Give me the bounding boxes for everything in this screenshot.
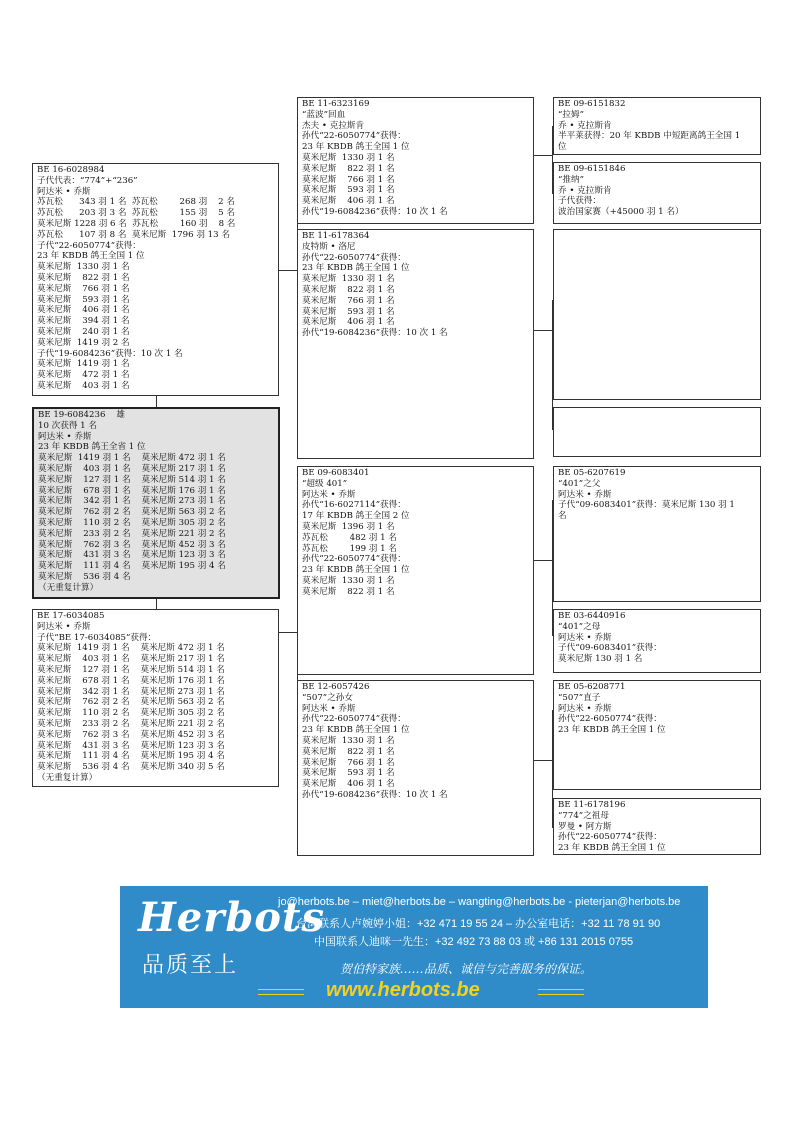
pedigree-line: 莫米尼斯 822 羽 1 名 — [37, 272, 130, 283]
herbots-banner — [120, 886, 708, 1008]
sire-sire-dam-box — [553, 162, 761, 224]
pedigree-line: 莫米尼斯 431 羽 3 名 莫米尼斯 123 羽 3 名 — [38, 550, 226, 561]
pedigree-line: BE 09-6151832 — [558, 99, 626, 109]
pedigree-line: 17 年 KBDB 鸽王全国 2 位 — [302, 511, 410, 522]
pedigree-line: 皮特斯 • 洛尼 — [302, 241, 356, 252]
pedigree-line: 苏瓦松 343 羽 1 名 苏瓦松 268 羽 2 名 — [37, 197, 235, 208]
pedigree-line: 阿达米 • 乔斯 — [558, 489, 612, 500]
pedigree-line: 子代代表：“774”+“236” — [37, 175, 138, 186]
email-contacts[interactable]: jo@herbots.be – miet@herbots.be – wangting@herbots.be - pieterjan@herbots.be — [278, 896, 681, 908]
sire-dam-dam-box — [553, 407, 761, 457]
pedigree-line: 10 次获得 1 名 — [38, 420, 97, 431]
pedigree-line: 莫米尼斯 766 羽 1 名 — [302, 174, 395, 185]
pedigree-line: “超级 401” — [302, 478, 348, 489]
pedigree-line: 23 年 KBDB 鸽王全国 1 位 — [302, 142, 410, 153]
pedigree-line: 莫米尼斯 536 羽 4 名 — [38, 571, 131, 582]
pedigree-line: 23 年 KBDB 鸽王全国 1 位 — [302, 263, 410, 274]
pedigree-line: 莫米尼斯 111 羽 4 名 莫米尼斯 195 羽 4 名 — [38, 561, 226, 572]
sire-dam-box — [297, 229, 534, 459]
dam-dam-sire-box — [553, 680, 761, 790]
pedigree-line: 孙代“22-6050774”获得： — [558, 714, 662, 725]
pedigree-line: 莫米尼斯 110 羽 2 名 莫米尼斯 305 羽 2 名 — [38, 517, 226, 528]
pedigree-line: 莫米尼斯 394 羽 1 名 — [37, 316, 130, 327]
pedigree-line: 莫米尼斯 403 羽 1 名 莫米尼斯 217 羽 1 名 — [37, 654, 225, 665]
pedigree-line: 莫米尼斯 1419 羽 1 名 — [37, 359, 130, 370]
pedigree-line: 莫米尼斯 127 羽 1 名 莫米尼斯 514 羽 1 名 — [37, 664, 225, 675]
pedigree-line: 孙代“22-6050774”获得： — [302, 252, 406, 263]
pedigree-line: 莫米尼斯 403 羽 1 名 莫米尼斯 217 羽 1 名 — [38, 463, 226, 474]
pedigree-line: 子代“22-6050774”获得： — [37, 240, 141, 251]
pedigree-line: 名 — [558, 511, 567, 522]
pedigree-line: BE 11-6178364 — [302, 231, 370, 241]
pedigree-line: 莫米尼斯 127 羽 1 名 莫米尼斯 514 羽 1 名 — [38, 474, 226, 485]
pedigree-line: 阿达米 • 乔斯 — [558, 703, 612, 714]
pedigree-line: 莫米尼斯 240 羽 1 名 — [37, 326, 130, 337]
pedigree-line: 杰夫 • 克拉斯肯 — [302, 120, 365, 131]
pedigree-line: 23 年 KBDB 鸽王全国 1 位 — [37, 251, 145, 262]
pedigree-line: BE 05-6207619 — [558, 468, 626, 478]
pedigree-line: 莫米尼斯 342 羽 1 名 莫米尼斯 273 羽 1 名 — [37, 686, 225, 697]
pedigree-line: 莫米尼斯 766 羽 1 名 — [302, 757, 395, 768]
pedigree-line: 莫米尼斯 762 羽 3 名 莫米尼斯 452 羽 3 名 — [37, 729, 225, 740]
pedigree-line: BE 16-6028984 — [37, 165, 105, 175]
pedigree-line: 莫米尼斯 593 羽 1 名 — [37, 294, 130, 305]
pedigree-line: 莫米尼斯 431 羽 3 名 莫米尼斯 123 羽 3 名 — [37, 740, 225, 751]
pedigree-line: “401”之父 — [558, 478, 601, 489]
pedigree-line: BE 09-6083401 — [302, 468, 370, 478]
pedigree-line: 子代“19-6084236”获得：10 次 1 名 — [37, 348, 183, 359]
decorative-lines-right — [538, 989, 584, 995]
pedigree-line: 子代“BE 17-6034085”获得： — [37, 632, 157, 643]
pedigree-line: 孙代“22-6050774”获得： — [302, 714, 406, 725]
pedigree-line: 莫米尼斯 593 羽 1 名 — [302, 185, 395, 196]
pedigree-line: BE 12-6057426 — [302, 682, 370, 692]
pedigree-line: 莫米尼斯 536 羽 4 名 莫米尼斯 340 羽 5 名 — [37, 762, 225, 773]
pedigree-line: 子代“09-6083401”获得： — [558, 643, 662, 654]
pedigree-line: 莫米尼斯 678 羽 1 名 莫米尼斯 176 羽 1 名 — [37, 675, 225, 686]
pedigree-line: 莫米尼斯 1419 羽 2 名 — [37, 337, 130, 348]
pedigree-line: BE 09-6151846 — [558, 164, 626, 174]
pedigree-line: 莫米尼斯 403 羽 1 名 — [37, 380, 130, 391]
pedigree-line: BE 19-6084236 雄 — [38, 410, 125, 420]
subject-pigeon-box — [32, 407, 280, 599]
pedigree-line: 莫米尼斯 130 羽 1 名 — [558, 654, 643, 665]
pedigree-line: 阿达米 • 乔斯 — [37, 186, 91, 197]
sire-box — [32, 163, 279, 396]
pedigree-line: “507”直子 — [558, 692, 601, 703]
pedigree-line: “507”之孙女 — [302, 692, 353, 703]
dam-sire-dam-box — [553, 609, 761, 673]
pedigree-line: 莫米尼斯 822 羽 1 名 — [302, 284, 395, 295]
connector-line — [533, 560, 552, 561]
pedigree-line: 莫米尼斯 1419 羽 1 名 莫米尼斯 472 羽 1 名 — [37, 643, 225, 654]
pedigree-line: 莫米尼斯 233 羽 2 名 莫米尼斯 221 羽 2 名 — [37, 718, 225, 729]
dam-box — [32, 609, 279, 787]
pedigree-line: 莫米尼斯 110 羽 2 名 莫米尼斯 305 羽 2 名 — [37, 708, 225, 719]
pedigree-line: 苏瓦松 203 羽 3 名 苏瓦松 155 羽 5 名 — [37, 208, 235, 219]
sire-sire-box — [297, 97, 534, 224]
pedigree-line: 苏瓦松 199 羽 1 名 — [302, 543, 397, 554]
connector-line — [533, 330, 552, 331]
sire-sire-sire-box — [553, 97, 761, 155]
pedigree-line: 阿达米 • 乔斯 — [302, 703, 356, 714]
pedigree-line: 莫米尼斯 1228 羽 6 名 苏瓦松 160 羽 8 名 — [37, 218, 236, 229]
pedigree-line: 莫米尼斯 762 羽 3 名 莫米尼斯 452 羽 3 名 — [38, 539, 226, 550]
pedigree-line: 波治国家赛（+45000 羽 1 名） — [558, 207, 684, 218]
pedigree-line: 阿达米 • 乔斯 — [38, 431, 92, 442]
pedigree-line: 莫米尼斯 406 羽 1 名 — [302, 779, 395, 790]
pedigree-line: 莫米尼斯 1396 羽 1 名 — [302, 521, 395, 532]
connector-line — [278, 270, 297, 271]
pedigree-line: 莫米尼斯 1330 羽 1 名 — [302, 575, 395, 586]
connector-line — [533, 760, 552, 761]
pedigree-line: 莫米尼斯 762 羽 2 名 莫米尼斯 563 羽 2 名 — [38, 507, 226, 518]
pedigree-line: 阿达米 • 乔斯 — [302, 489, 356, 500]
dam-sire-sire-box — [553, 466, 761, 602]
pedigree-line: 莫米尼斯 111 羽 4 名 莫米尼斯 195 羽 4 名 — [37, 751, 225, 762]
herbots-logo: Herbots — [138, 894, 325, 941]
dam-dam-box — [297, 680, 534, 856]
pedigree-line: 子代获得： — [558, 196, 601, 207]
pedigree-line: 莫米尼斯 472 羽 1 名 — [37, 370, 130, 381]
pedigree-line: 孙代“22-6050774”获得： — [302, 131, 406, 142]
pedigree-line: 莫米尼斯 766 羽 1 名 — [302, 295, 395, 306]
pedigree-line: “401”之母 — [558, 621, 601, 632]
pedigree-line: 孙代“16-6027114”获得： — [302, 500, 406, 511]
pedigree-line: 苏瓦松 482 羽 1 名 — [302, 532, 397, 543]
connector-line — [278, 632, 297, 633]
pedigree-line: 半平莱获得：20 年 KBDB 中短距离鸽王全国 1 — [558, 131, 741, 142]
taiwan-contact: 台湾联系人卢婉婷小姐：+32 471 19 55 24 – 办公室电话：+32 11 78 91 90 — [296, 918, 661, 930]
pedigree-line: 莫米尼斯 1419 羽 1 名 莫米尼斯 472 羽 1 名 — [38, 453, 226, 464]
pedigree-line: （无重复计算） — [37, 772, 98, 783]
pedigree-line: 阿达米 • 乔斯 — [558, 632, 612, 643]
pedigree-line: BE 11-6323169 — [302, 99, 370, 109]
pedigree-line: “774”之祖母 — [558, 810, 609, 821]
pedigree-line: 莫米尼斯 822 羽 1 名 — [302, 163, 395, 174]
pedigree-line: 莫米尼斯 593 羽 1 名 — [302, 768, 395, 779]
dam-sire-box — [297, 466, 534, 675]
pedigree-line: 孙代“22-6050774”获得： — [558, 832, 662, 843]
pedigree-line: 阿达米 • 乔斯 — [37, 621, 91, 632]
pedigree-line: 乔 • 克拉斯肯 — [558, 185, 612, 196]
pedigree-line: 莫米尼斯 406 羽 1 名 — [302, 196, 395, 207]
pedigree-line: BE 17-6034085 — [37, 611, 105, 621]
pedigree-line: 莫米尼斯 406 羽 1 名 — [302, 317, 395, 328]
pedigree-line: 莫米尼斯 822 羽 1 名 — [302, 586, 395, 597]
pedigree-line: 23 年 KBDB 鸽王全国 1 位 — [558, 843, 666, 854]
china-contact: 中国联系人迪咪一先生：+32 492 73 88 03 或 +86 131 2015 0755 — [314, 936, 634, 948]
decorative-lines-left — [258, 989, 304, 995]
connector-line — [533, 155, 552, 156]
pedigree-line: 乔 • 克拉斯肯 — [558, 120, 612, 131]
sire-dam-sire-box — [553, 229, 761, 400]
pedigree-line: 莫米尼斯 1330 羽 1 名 — [302, 274, 395, 285]
dam-dam-dam-box — [553, 798, 761, 855]
pedigree-line: 莫米尼斯 1330 羽 1 名 — [302, 735, 395, 746]
pedigree-line: 子代“09-6083401”获得：莫米尼斯 130 羽 1 — [558, 500, 735, 511]
pedigree-line: 位 — [558, 142, 567, 153]
pedigree-line: BE 11-6178196 — [558, 800, 626, 810]
pedigree-line: 莫米尼斯 233 羽 2 名 莫米尼斯 221 羽 2 名 — [38, 528, 226, 539]
pedigree-line: 莫米尼斯 1330 羽 1 名 — [37, 262, 130, 273]
pedigree-line: （无重复计算） — [38, 582, 99, 593]
pedigree-line: 23 年 KBDB 鸽王全国 1 位 — [558, 725, 666, 736]
pedigree-line: “推纳” — [558, 174, 584, 185]
pedigree-line: 罗曼 • 阿方斯 — [558, 821, 612, 832]
slogan-text: 品质至上 — [142, 953, 239, 978]
pedigree-line: BE 05-6208771 — [558, 682, 626, 692]
pedigree-line: 孙代“19-6084236”获得：10 次 1 名 — [302, 328, 448, 339]
pedigree-line: 莫米尼斯 1330 羽 1 名 — [302, 152, 395, 163]
pedigree-line: 莫米尼斯 766 羽 1 名 — [37, 283, 130, 294]
pedigree-line: 莫米尼斯 342 羽 1 名 莫米尼斯 273 羽 1 名 — [38, 496, 226, 507]
pedigree-line: “拉姆” — [558, 109, 584, 120]
pedigree-line: 23 年 KBDB 鸽王全省 1 位 — [38, 442, 146, 453]
pedigree-line: 苏瓦松 107 羽 8 名 莫米尼斯 1796 羽 13 名 — [37, 229, 230, 240]
pedigree-line: 孙代“19-6084236”获得：10 次 1 名 — [302, 206, 448, 217]
pedigree-line: “蓝波”回血 — [302, 109, 346, 120]
website-link[interactable]: www.herbots.be — [326, 979, 480, 1001]
pedigree-line: 莫米尼斯 822 羽 1 名 — [302, 746, 395, 757]
pedigree-line: 23 年 KBDB 鸽王全国 1 位 — [302, 725, 410, 736]
pedigree-line: 莫米尼斯 762 羽 2 名 莫米尼斯 563 羽 2 名 — [37, 697, 225, 708]
motto-text: 贺伯特家族……品质、诚信与完善服务的保证。 — [340, 962, 593, 976]
pedigree-line: 孙代“22-6050774”获得： — [302, 554, 406, 565]
pedigree-line: 莫米尼斯 593 羽 1 名 — [302, 306, 395, 317]
pedigree-line: 莫米尼斯 678 羽 1 名 莫米尼斯 176 羽 1 名 — [38, 485, 226, 496]
pedigree-line: 23 年 KBDB 鸽王全国 1 位 — [302, 565, 410, 576]
pedigree-line: BE 03-6440916 — [558, 611, 626, 621]
pedigree-line: 莫米尼斯 406 羽 1 名 — [37, 305, 130, 316]
pedigree-line: 孙代“19-6084236”获得：10 次 1 名 — [302, 789, 448, 800]
connector-line — [156, 598, 157, 609]
